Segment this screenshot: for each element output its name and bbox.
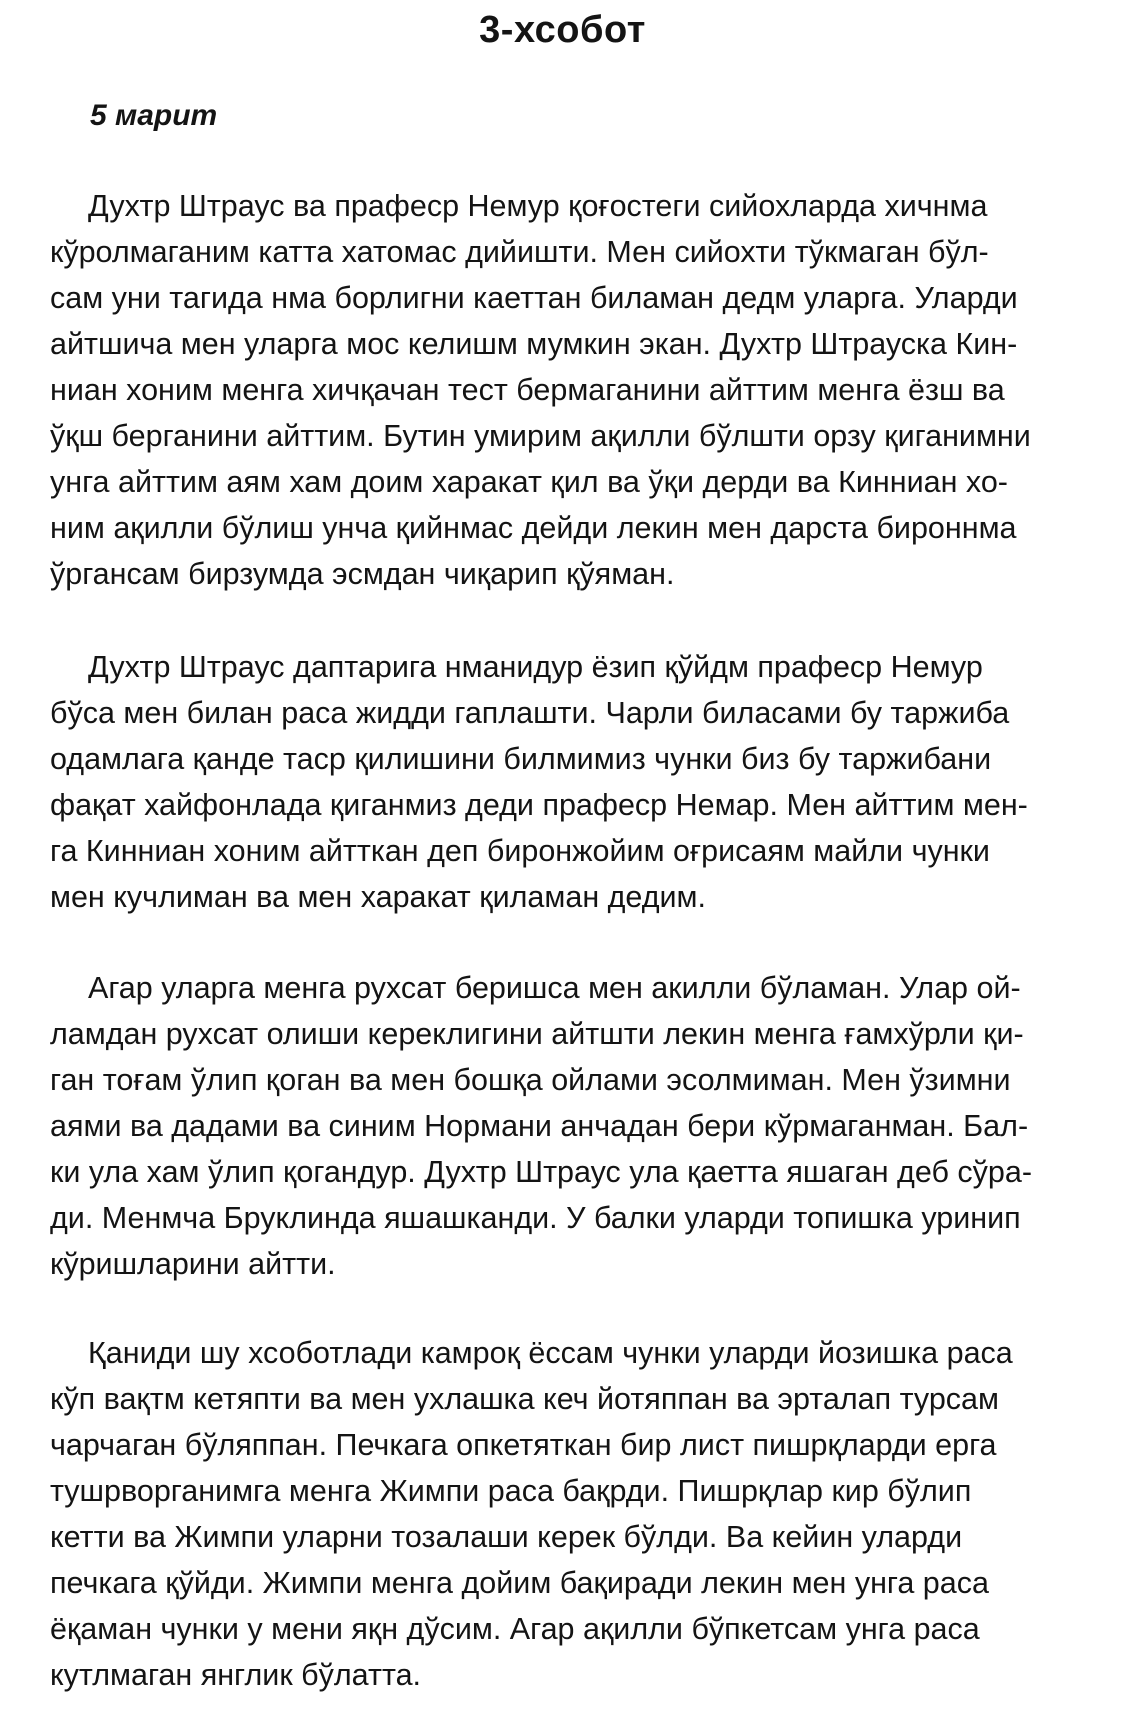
text-line: ламдан рухсат олиши кереклигини айтшти лекин менга ғамхўрли қи-: [50, 1017, 1024, 1051]
text-line: ки ула хам ўлип қогандур. Духтр Штраус ула қаетта яшаган деб сўра-: [50, 1155, 1032, 1189]
paragraph-2: [50, 644, 1080, 920]
text-line: тушрворганимга менга Жимпи раса бақрди. Пишрқлар кир бўлип: [50, 1474, 972, 1508]
text-line: ди. Менмча Бруклинда яшашканди. У балки уларди топишка уринип: [50, 1201, 1021, 1235]
text-line: одамлага қанде таср қилишини билмимиз чунки биз бу таржибани: [50, 742, 992, 776]
text-line: га Кинниан хоним айтткан деп биронжойим оғрисаям майли чунки: [50, 834, 990, 868]
text-line: айтшича мен уларга мос келишм мумкин экан. Духтр Штрауска Кин-: [50, 327, 1018, 361]
report-date: 5 марит: [90, 99, 218, 132]
paragraph-4: [50, 1330, 1080, 1698]
text-line: ним ақилли бўлиш унча қийнмас дейди лекин мен дарста бироннма: [50, 511, 1017, 545]
text-line: Қаниди шу хсоботлади камроқ ёссам чунки уларди йозишка раса: [88, 1336, 1013, 1370]
text-line: кетти ва Жимпи уларни тозалаши керек бўлди. Ва кейин уларди: [50, 1520, 963, 1554]
text-line: кутлмаган янглик бўлатта.: [50, 1658, 422, 1692]
text-line: Агар уларга менга рухсат беришса мен акилли бўламан. Улар ой-: [88, 971, 1021, 1005]
text-line: ниан хоним менга хичқачан тест бермаганини айттим менга ёзш ва: [50, 373, 1005, 407]
text-line: бўса мен билан раса жидди гаплашти. Чарли биласами бу таржиба: [50, 696, 1010, 730]
text-line: кўролмаганим катта хатомас дийишти. Мен сийохти тўкмаган бўл-: [50, 235, 989, 269]
text-line: чарчаган бўляппан. Печкага опкетяткан бир лист пишрқларди ерга: [50, 1428, 997, 1462]
text-line: Духтр Штраус даптарига нманидур ёзип қўйдм прафеср Немур: [88, 650, 983, 684]
report-title: 3-хсобот: [479, 9, 646, 51]
text-line: печкага қўйди. Жимпи менга дойим бақиради лекин мен унга раса: [50, 1566, 989, 1600]
paragraph-1: [50, 183, 1080, 597]
text-line: ёқаман чунки у мени яқн дўсим. Агар ақилли бўпкетсам унга раса: [50, 1612, 980, 1646]
text-line: ган тоғам ўлип қоган ва мен бошқа ойлами эсолмиман. Мен ўзимни: [50, 1063, 1011, 1097]
text-line: ўқш берганини айттим. Бутин умирим ақилли бўлшти орзу қиганимни: [50, 419, 1031, 453]
text-line: Духтр Штраус ва прафеср Немур қоғостеги сийохларда хичнма: [88, 189, 988, 223]
text-line: кўп вақтм кетяпти ва мен ухлашка кеч йотяппан ва эрталап турсам: [50, 1382, 999, 1416]
text-line: ўргансам бирзумда эсмдан чиқарип қўяман.: [50, 557, 675, 591]
text-line: аями ва дадами ва синим Нормани анчадан бери кўрмаганман. Бал-: [50, 1109, 1029, 1143]
text-line: мен кучлиман ва мен харакат қиламан дедим.: [50, 880, 707, 914]
text-line: сам уни тагида нма борлигни каеттан биламан дедм уларга. Уларди: [50, 281, 1018, 315]
paragraph-3: [50, 965, 1080, 1287]
text-line: унга айттим аям хам доим харакат қил ва ўқи дерди ва Кинниан хо-: [50, 465, 1008, 499]
text-line: фақат хайфонлада қиганмиз деди прафеср Немар. Мен айттим мен-: [50, 788, 1028, 822]
text-line: кўришларини айтти.: [50, 1247, 336, 1281]
